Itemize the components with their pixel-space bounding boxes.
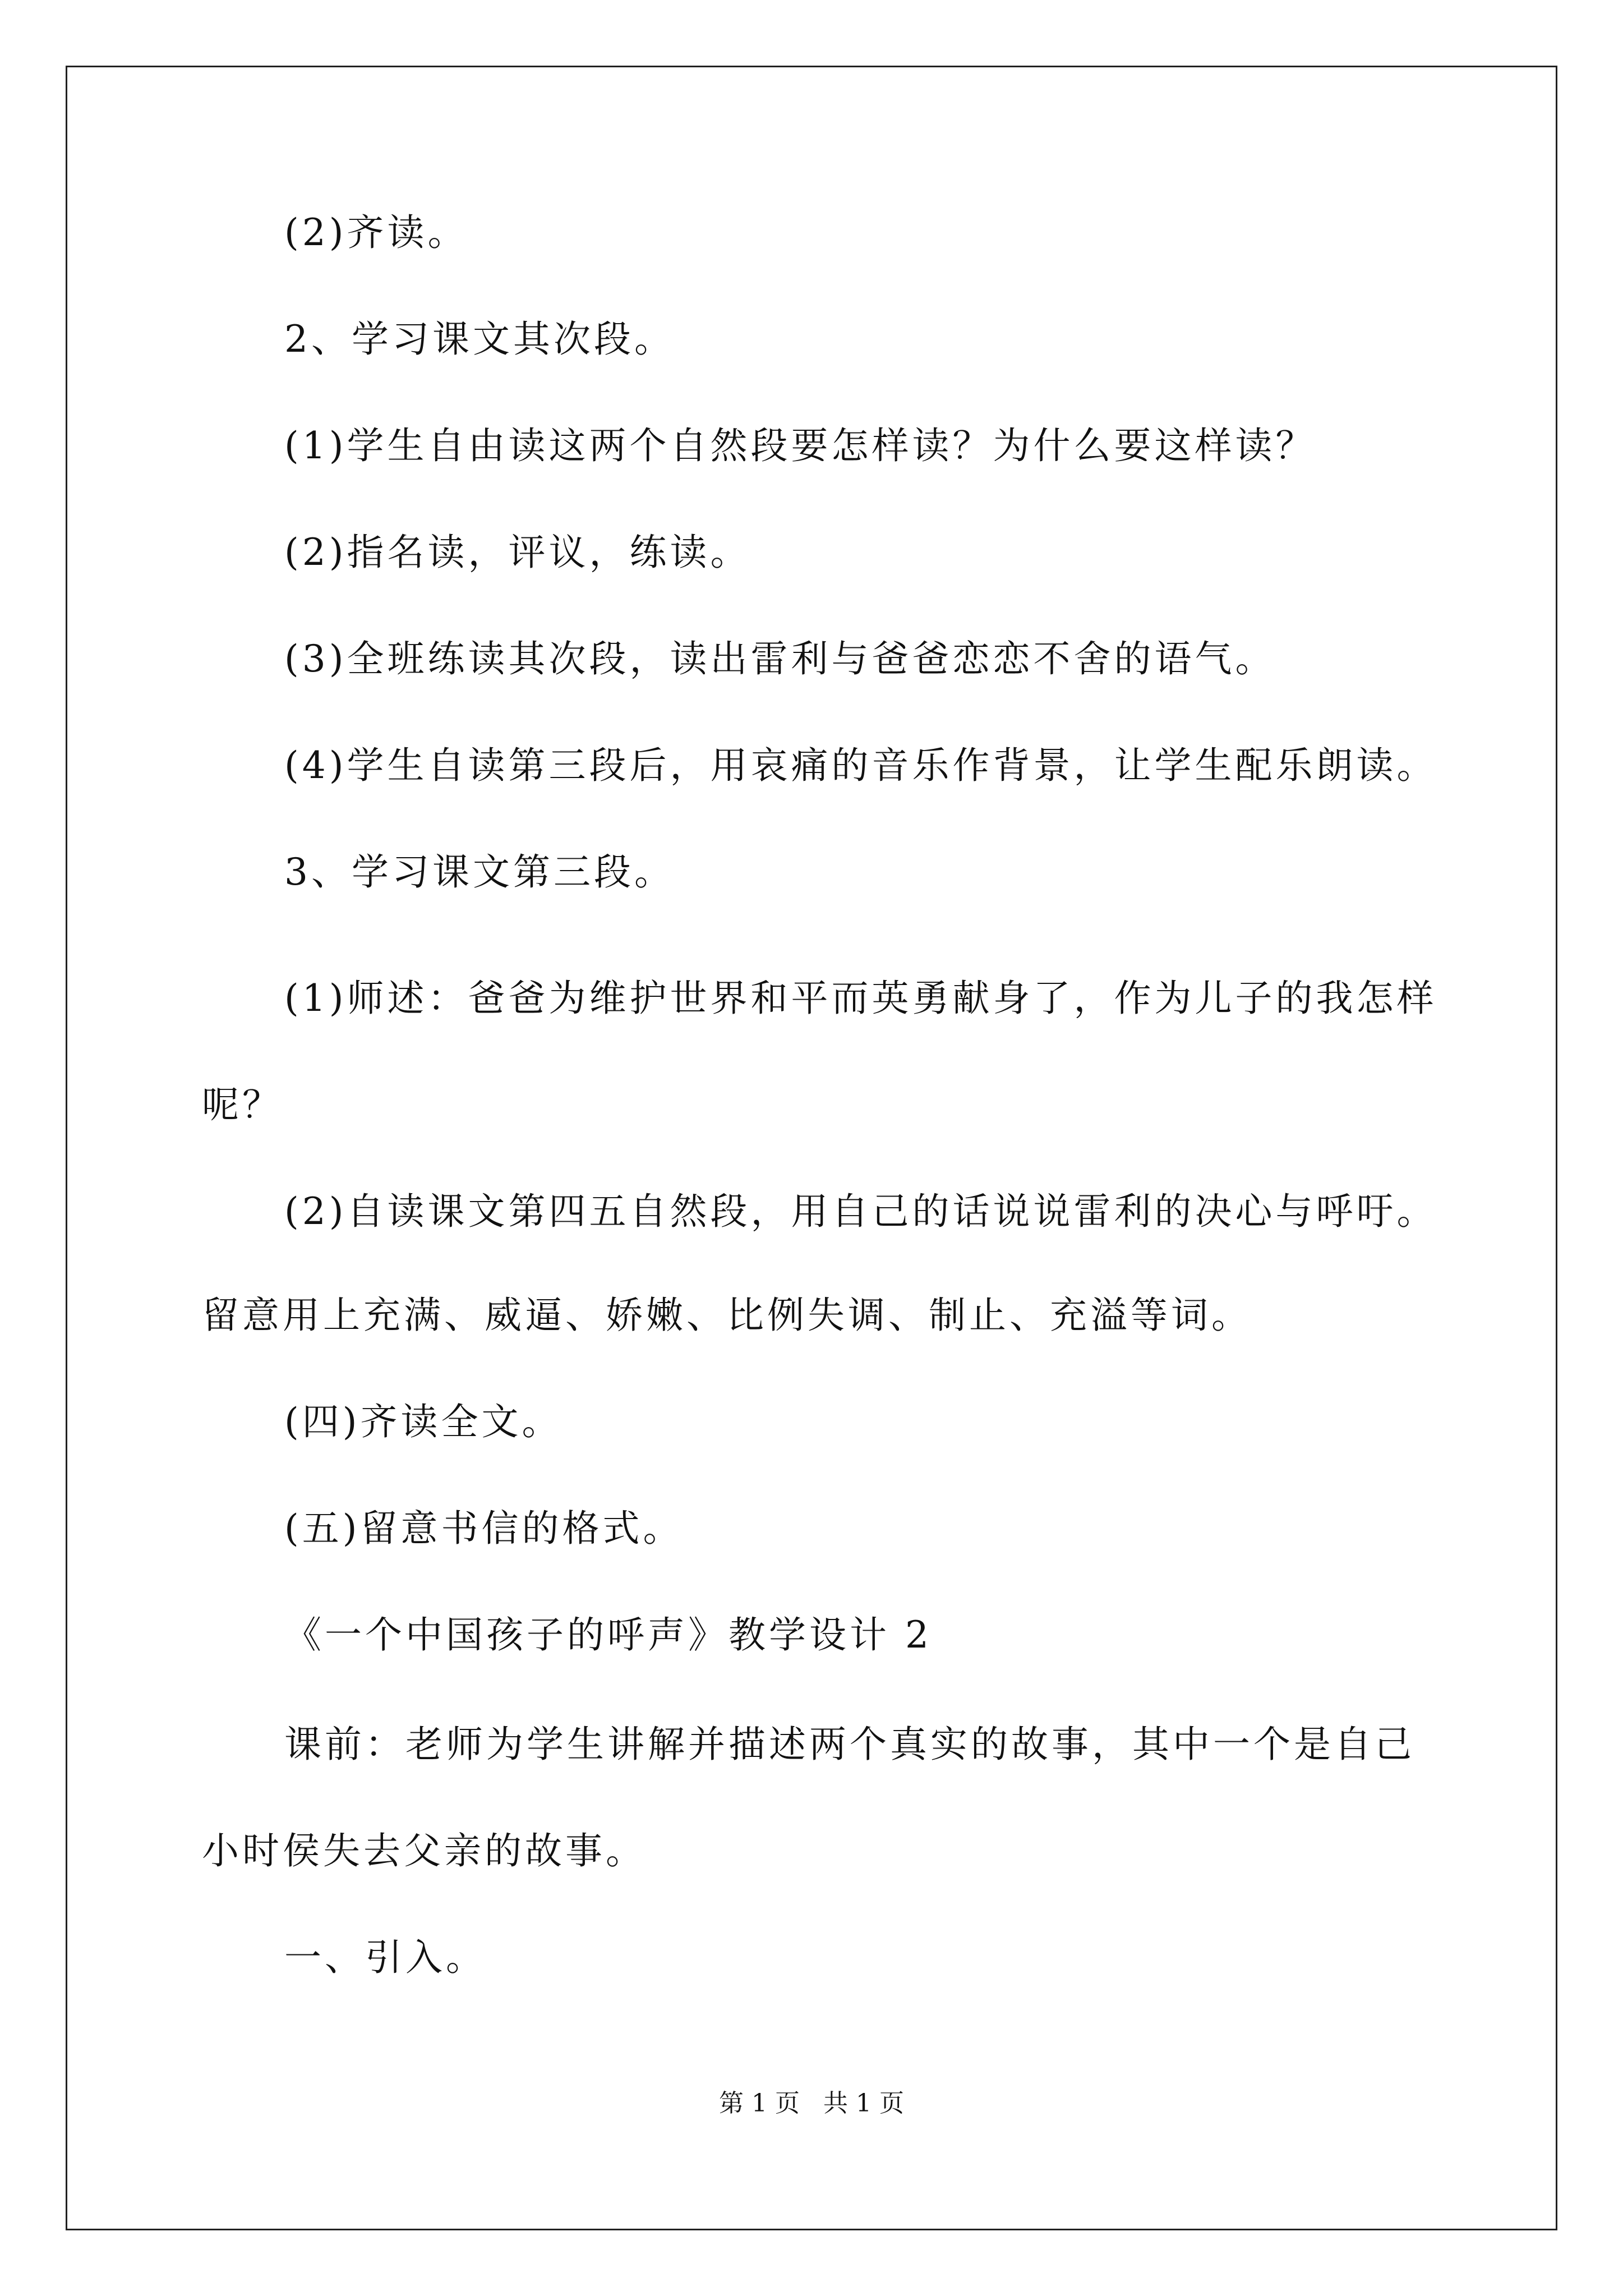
paragraph-line: 3、学习课文第三段。	[284, 850, 675, 894]
paragraph-line: (1)师述：爸爸为维护世界和平而英勇献身了，作为儿子的我怎样	[284, 977, 1437, 1020]
page-border	[66, 66, 1557, 2230]
paragraph-line: (1)学生自由读这两个自然段要怎样读？为什么要这样读？	[284, 424, 1316, 467]
paragraph-line: (3)全班练读其次段，读出雷利与爸爸恋恋不舍的语气。	[284, 637, 1276, 680]
paragraph-line: (2)齐读。	[284, 211, 468, 254]
paragraph-line: (2)指名读，评议，练读。	[284, 531, 751, 574]
paragraph-line: (四)齐读全文。	[284, 1400, 562, 1443]
paragraph-line: (五)留意书信的格式。	[284, 1507, 684, 1550]
paragraph-line: 小时侯失去父亲的故事。	[202, 1829, 646, 1872]
paragraph-line: 课前：老师为学生讲解并描述两个真实的故事，其中一个是自己	[284, 1723, 1415, 1766]
paragraph-line: 呢？	[202, 1083, 283, 1126]
page-number-footer: 第 1 页 共 1 页	[719, 2089, 904, 2118]
paragraph-line: (2)自读课文第四五自然段，用自己的话说说雷利的决心与呼吁。	[284, 1190, 1437, 1233]
paragraph-line: 留意用上充满、威逼、娇嫩、比例失调、制止、充溢等词。	[202, 1294, 1252, 1337]
paragraph-line: (4)学生自读第三段后，用哀痛的音乐作背景，让学生配乐朗读。	[284, 744, 1437, 787]
paragraph-line: 一、引入。	[284, 1936, 486, 1979]
section-heading: 《一个中国孩子的呼声》教学设计 2	[284, 1613, 932, 1657]
paragraph-line: 2、学习课文其次段。	[284, 318, 675, 361]
